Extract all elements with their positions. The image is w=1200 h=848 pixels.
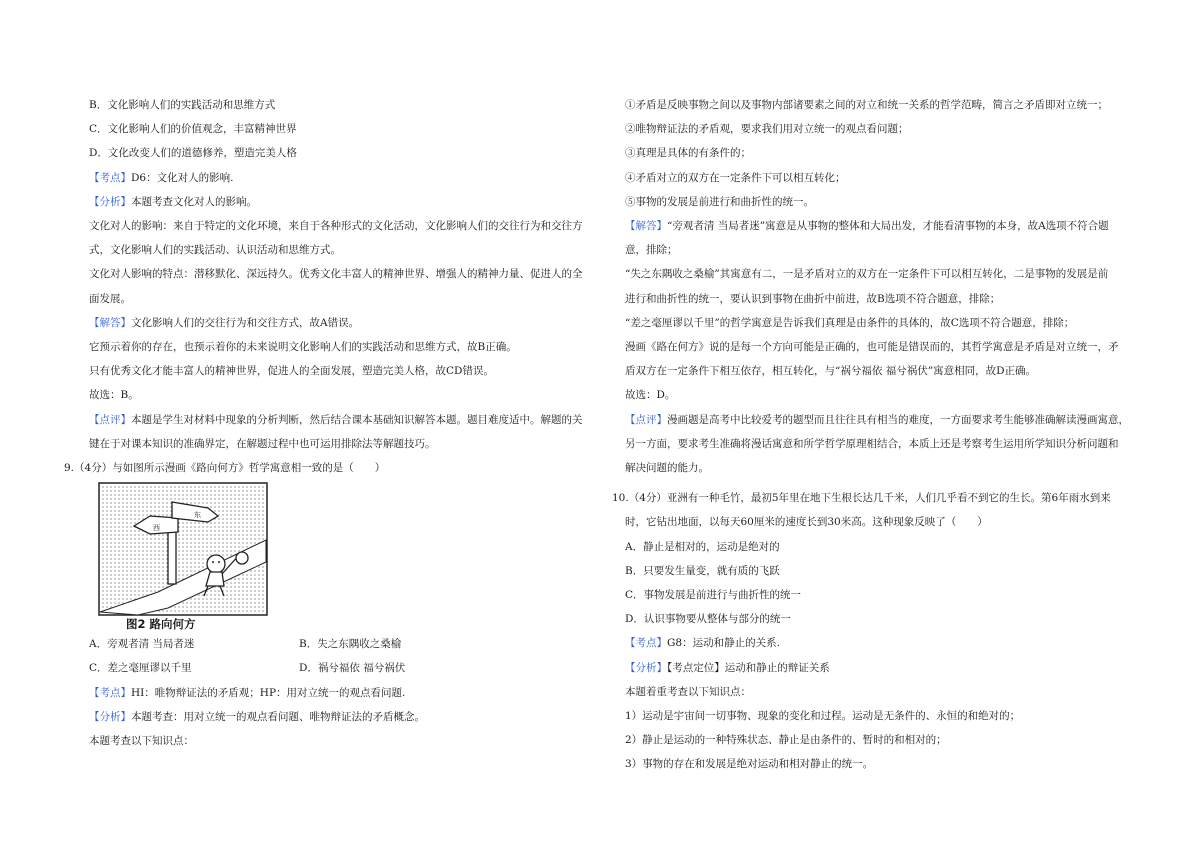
figure-caption: 图2 路向何方 xyxy=(126,617,196,632)
q9-fenxi-line xyxy=(76,705,624,729)
q9-choice-a: A．旁观者清 当局者迷 xyxy=(89,638,195,651)
jieda-para-line: 进行和曲折性的统一，要认识到事物在曲折中前进，故B选项不符合题意，排除； xyxy=(625,292,1001,305)
kaodian-text: D6：文化对人的影响. xyxy=(131,171,234,184)
right-column xyxy=(612,93,1140,777)
sign-west-label: 西 xyxy=(153,524,160,533)
dianping-line xyxy=(76,408,624,432)
jieda-para-line: 只有优秀文化才能丰富人的精神世界，促进人的全面发展，塑造完美人格，故CD错误。 xyxy=(89,365,494,378)
q10-fenxi-line xyxy=(612,656,1140,680)
dianping-tag: 【点评】 xyxy=(89,413,131,426)
jieda-line xyxy=(76,311,624,335)
jieda-para-line: 漫画《路在何方》说的是每一个方向可能是正确的，也可能是错误而的，其哲学寓意是矛盾是对立统一，矛 xyxy=(625,341,1119,354)
q10-fenxi-text: 运动和静止的辩证关系 xyxy=(724,661,830,674)
q9-choice-b: B．失之东隅收之桑榆 xyxy=(299,638,402,651)
q10-kaodian-line xyxy=(612,631,1140,655)
option-c: C．文化影响人们的价值观念，丰富精神世界 xyxy=(89,123,297,136)
option-d: D．文化改变人们的道德修养，塑造完美人格 xyxy=(89,147,297,160)
q10-fenxi-tag: 【分析】 xyxy=(625,661,667,674)
jieda-para-line: 故选：B。 xyxy=(89,389,139,402)
knowledge-point: ⑤事物的发展是前进行和曲折性的统一。 xyxy=(625,195,814,208)
jieda-para-line: 盾双方在一定条件下相互依存，相互转化，与“祸兮福依 福兮祸伏”寓意相同，故D正确。 xyxy=(625,365,1036,378)
jieda-para-line: 故选：D。 xyxy=(625,389,676,402)
dianping-para-line: 解决问题的能力。 xyxy=(625,462,709,475)
q10-choice-a: A．静止是相对的，运动是绝对的 xyxy=(625,540,780,553)
kaodian-line xyxy=(76,166,624,190)
jieda-text: 文化影响人们的交往行为和交往方式，故A错误。 xyxy=(131,316,360,329)
fenxi-text: 本题考查文化对人的影响。 xyxy=(131,195,257,208)
tail-line: 2）静止是运动的一种特殊状态、静止是由条件的、暂时的和相对的； xyxy=(625,734,947,747)
dianping-tag: 【点评】 xyxy=(625,413,667,426)
q10-choice-c: C．事物发展是前进行与曲折性的统一 xyxy=(625,589,802,602)
jieda-tag: 【解答】 xyxy=(89,316,131,329)
q10-kaodian-tag: 【考点】 xyxy=(625,637,667,650)
option-b: B．文化影响人们的实践活动和思维方式 xyxy=(89,99,276,111)
jieda-para-line: “差之毫厘谬以千里”的哲学寓意是告诉我们真理是由条件的具体的，故C选项不符合题意，排除； xyxy=(625,316,1075,329)
q9-kaodian-text: HI：唯物辩证法的矛盾观；HP：用对立统一的观点看问题. xyxy=(131,686,406,699)
q10-fenxi-tag2: 【考点定位】 xyxy=(667,661,725,674)
fenxi-line xyxy=(76,190,624,214)
question-9: 9.（4分）与如图所示漫画《路向何方》哲学寓意相一致的是（ ） xyxy=(64,462,386,475)
q9-last-line: 本题考查以下知识点： xyxy=(89,735,194,748)
q10-choice-d: D．认识事物要从整体与部分的统一 xyxy=(625,613,791,626)
q9-choice-d: D．祸兮福依 福兮祸伏 xyxy=(299,662,406,675)
kaodian-tag: 【考点】 xyxy=(89,171,131,184)
jieda-para-line: 意，排除； xyxy=(625,244,678,257)
question-10: 10.（4分）亚洲有一种毛竹，最初5年里在地下生根长达几千米，人们几乎看不到它的生长。第6年雨水到来 xyxy=(612,492,1111,505)
dianping-text: 本题是学生对材料中现象的分析判断，然后结合课本基础知识解答本题。题目难度适中。解题的关 xyxy=(131,413,583,426)
fenxi-para-line: 式，文化影响人们的实践活动、认识活动和思维方式。 xyxy=(89,244,341,257)
cartoon-illustration xyxy=(98,482,268,620)
q9-choice-c: C．差之毫厘谬以千里 xyxy=(89,662,192,675)
q10-kaodian-text: G8：运动和静止的关系. xyxy=(667,637,780,650)
tail-line: 1）运动是宇宙间一切事物、现象的变化和过程。运动是无条件的、永恒的和绝对的； xyxy=(625,710,1021,723)
dianping-para-line: 另一方面，要求考生准确将漫话寓意和所学哲学原理相结合，本质上还是考察考生运用所学知识分析问题和 xyxy=(625,437,1119,450)
jieda-tag: 【解答】 xyxy=(625,220,667,233)
dianping-line-2: 键在于对课本知识的准确界定，在解题过程中也可运用排除法等解题技巧。 xyxy=(89,437,436,450)
q9-fenxi-tag: 【分析】 xyxy=(89,710,131,723)
q9-fenxi-text: 本题考查：用对立统一的观点看问题、唯物辩证法的矛盾概念。 xyxy=(131,710,425,723)
dianping-line xyxy=(612,408,1140,432)
tail-line: 3）事物的存在和发展是绝对运动和相对静止的统一。 xyxy=(625,758,874,771)
jieda-line xyxy=(612,214,1140,238)
knowledge-point: ④矛盾对立的双方在一定条件下可以相互转化； xyxy=(625,171,846,184)
jieda-text: “旁观者清 当局者迷”寓意是从事物的整体和大局出发，才能看清事物的本身，故A选项不符合题 xyxy=(667,220,1109,233)
left-column xyxy=(64,93,624,753)
question-10-cont: 时，它钻出地面，以每天60厘米的速度长到30米高。这种现象反映了（ ） xyxy=(625,516,988,529)
jieda-para-line: 它预示着你的存在，也预示着你的未来说明文化影响人们的实践活动和思维方式，故B正确。 xyxy=(89,341,517,354)
knowledge-point: ②唯物辩证法的矛盾观，要求我们用对立统一的观点看问题； xyxy=(625,123,909,136)
q9-kaodian-tag: 【考点】 xyxy=(89,686,131,699)
fenxi-para-line: 面发展。 xyxy=(89,292,131,305)
cartoon-figure xyxy=(98,482,268,632)
jieda-para-line: “失之东隅收之桑榆”其寓意有二，一是矛盾对立的双方在一定条件下可以相互转化，二是事物的发展是前 xyxy=(625,268,1109,281)
fenxi-para-line: 文化对人影响的特点：潜移默化、深远持久。优秀文化丰富人的精神世界、增强人的精神力量、促进人的全 xyxy=(89,268,583,281)
q9-kaodian-line xyxy=(76,681,624,705)
tail-line: 本题着重考查以下知识点： xyxy=(625,685,751,698)
sign-east-label: 东 xyxy=(194,511,201,520)
dianping-text: 漫画题是高考中比较爱考的题型而且往往具有相当的难度，一方面要求考生能够准确解读漫画寓意， xyxy=(667,413,1129,426)
q10-choice-b: B．只要发生量变，就有质的飞跃 xyxy=(625,564,780,577)
q9-choices-row-2 xyxy=(76,656,624,680)
fenxi-tag: 【分析】 xyxy=(89,195,131,208)
knowledge-point: ①矛盾是反映事物之间以及事物内部诸要素之间的对立和统一关系的哲学范畴，简言之矛盾即对立统一； xyxy=(625,99,1108,111)
knowledge-point: ③真理是具体的有条件的； xyxy=(625,147,751,160)
fenxi-para-line: 文化对人的影响：来自于特定的文化环境，来自于各种形式的文化活动，文化影响人们的交往行为和交往方 xyxy=(89,220,583,233)
